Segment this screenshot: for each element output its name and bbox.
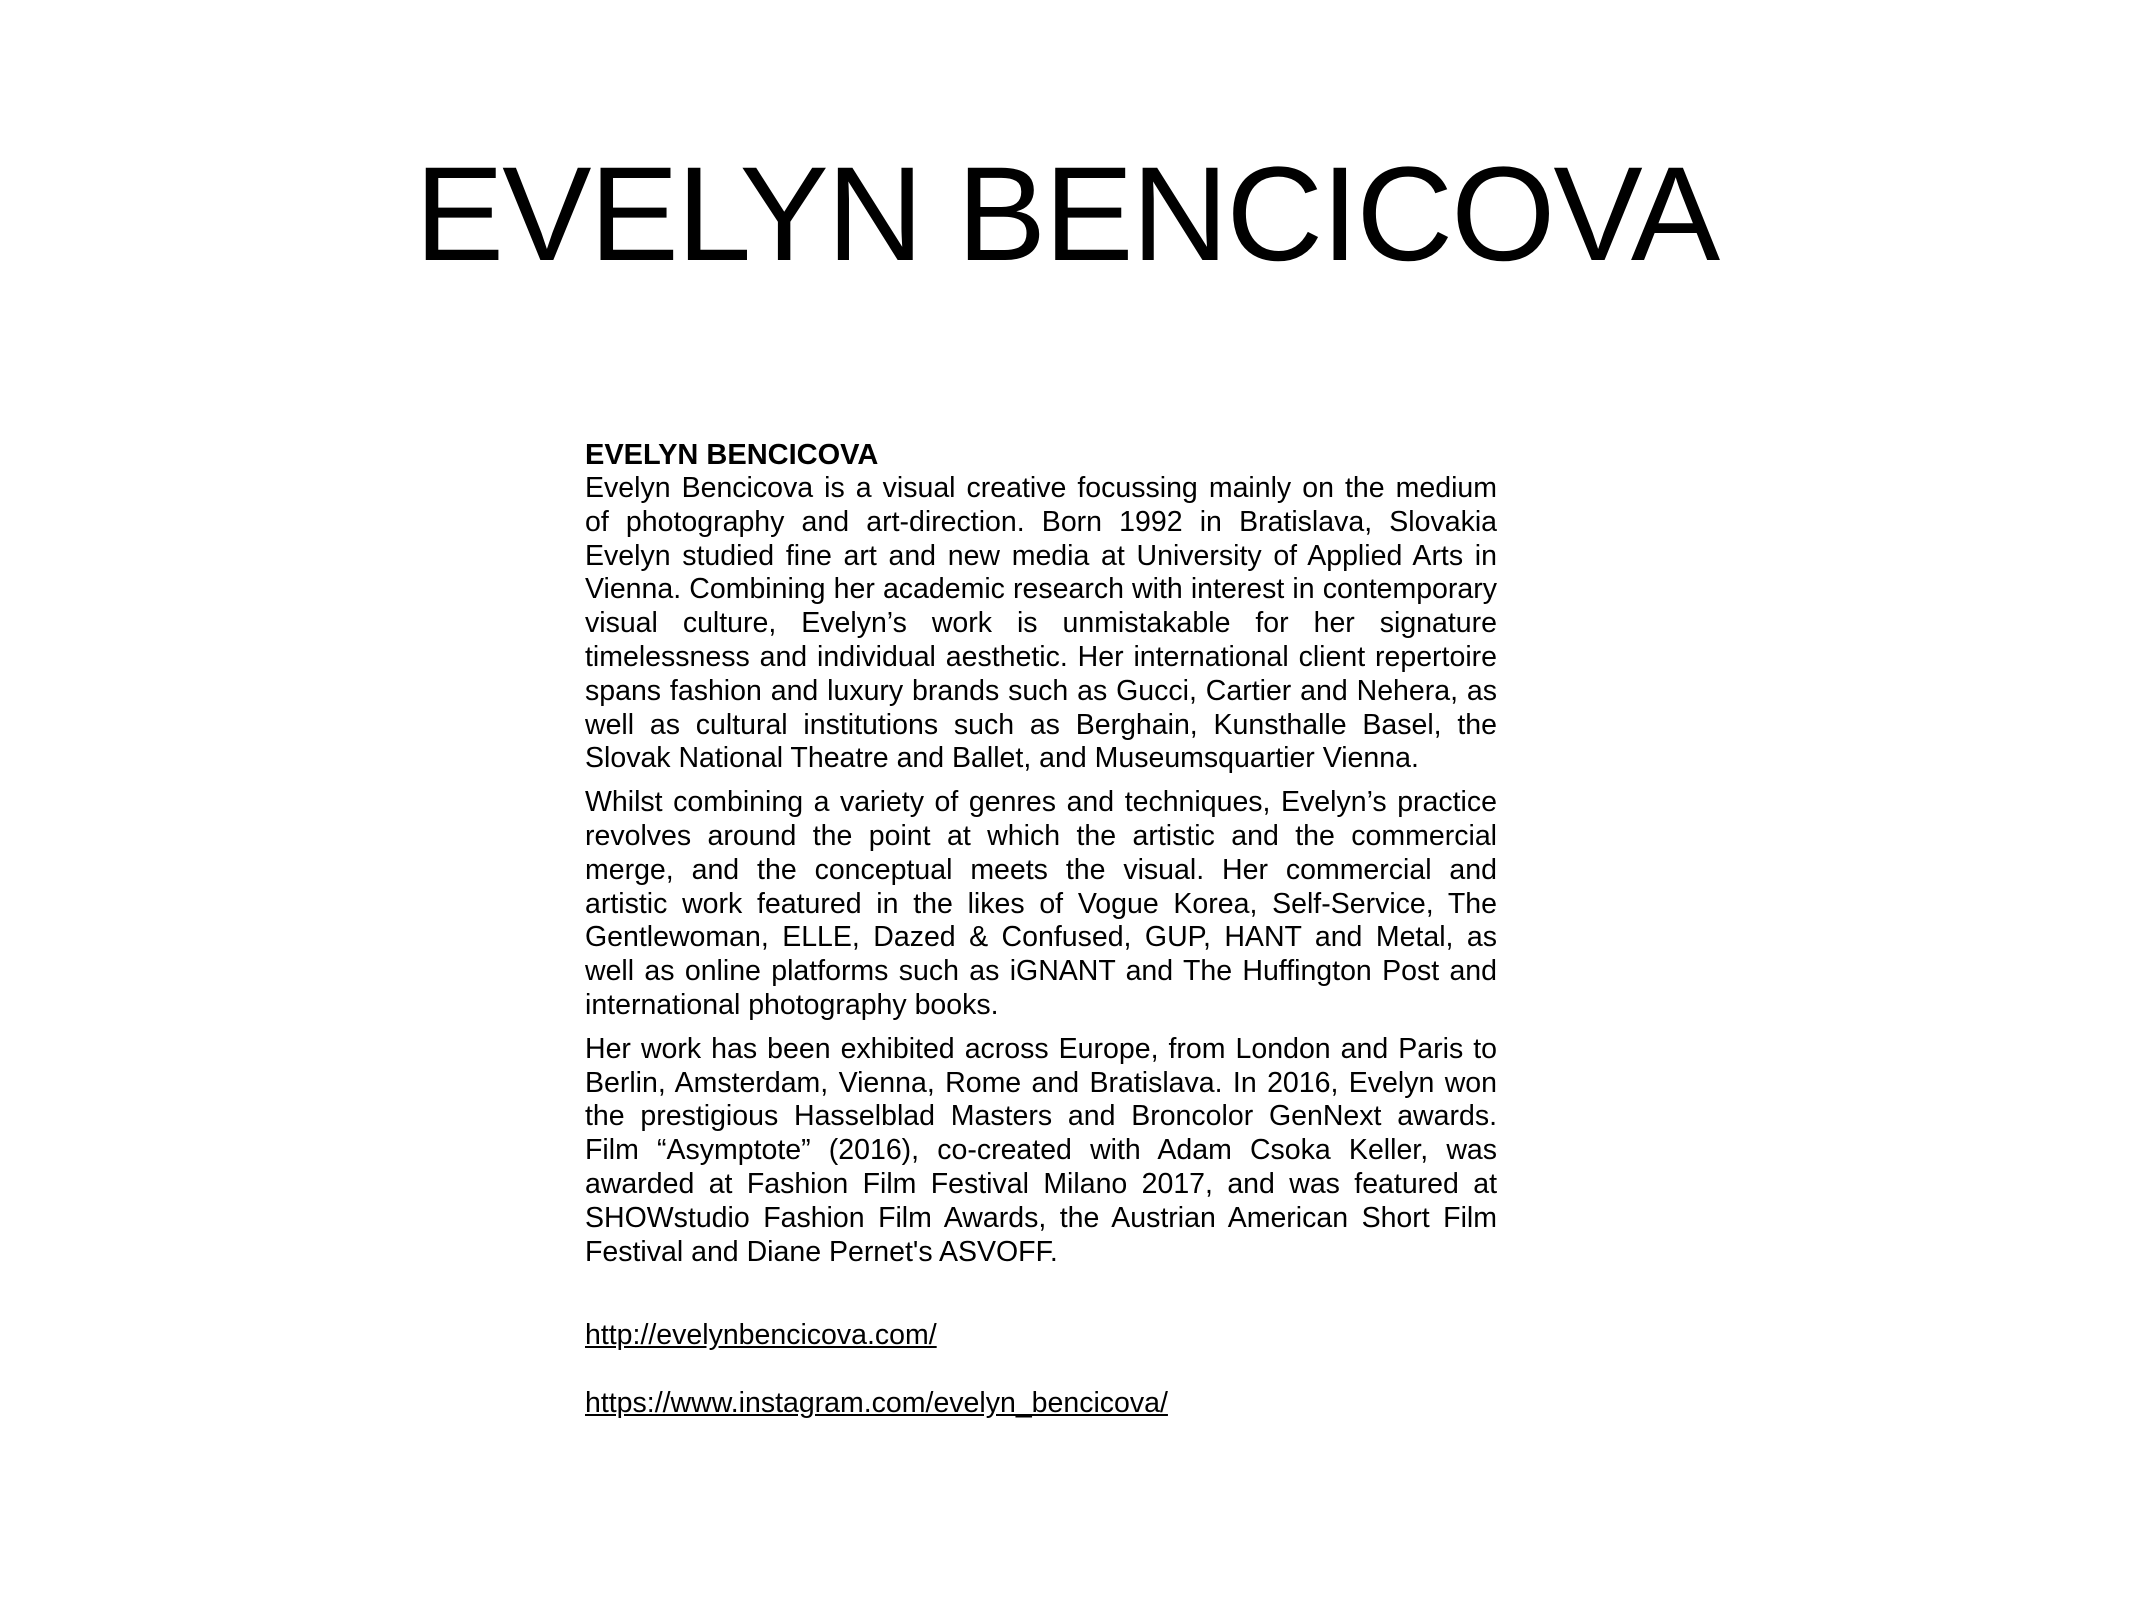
bio-section [585,438,1497,1279]
bio-paragraph: Whilst combining a variety of genres and techniques, Evelyn’s practice revolves around the point at which the artistic and the commercial merge, and the conceptual meets the visual. Her commercial and artistic work featured in the likes of Vogue Korea, Self-Service, The Gentlewoman, ELLE, Dazed & Confused, GUP, HANT and Metal, as well as online platforms such as iGNANT and The Huffington Post and international photography books. [585,786,1497,1021]
bio-heading: EVELYN BENCICOVA [585,439,879,471]
page-title: EVELYN BENCICOVA [414,140,1719,289]
bio-paragraph: Her work has been exhibited across Europe, from London and Paris to Berlin, Amsterdam, Vienna, Rome and Bratislava. In 2016, Evelyn won the prestigious Hasselblad Masters and Broncolor GenNext awards. Film “Asymptote” (2016), co-created with Adam Csoka Keller, was awarded at Fashion Film Festival Milano 2017, and was featured at SHOWstudio Fashion Film Awards, the Austrian American Short Film Festival and Diane Pernet's ASVOFF. [585,1032,1497,1268]
bio-paragraph: Evelyn Bencicova is a visual creative focussing mainly on the medium of photography and art-direction. Born 1992 in Bratislava, Slovakia Evelyn studied fine art and new media at University of Applied Arts in Vienna. Combining her academic research with interest in contemporary visual culture, Evelyn’s work is unmistakable for her signature timelessness and individual aesthetic. Her international client repertoire spans fashion and luxury brands such as Gucci, Cartier and Nehera, as well as cultural institutions such as Berghain, Kunsthalle Basel, the Slovak National Theatre and Ballet, and Museumsquartier Vienna. [585,472,1497,775]
instagram-link[interactable]: https://www.instagram.com/evelyn_bencicova/ [585,1387,1168,1419]
links-section [585,1318,1497,1454]
website-link[interactable]: http://evelynbencicova.com/ [585,1319,937,1351]
